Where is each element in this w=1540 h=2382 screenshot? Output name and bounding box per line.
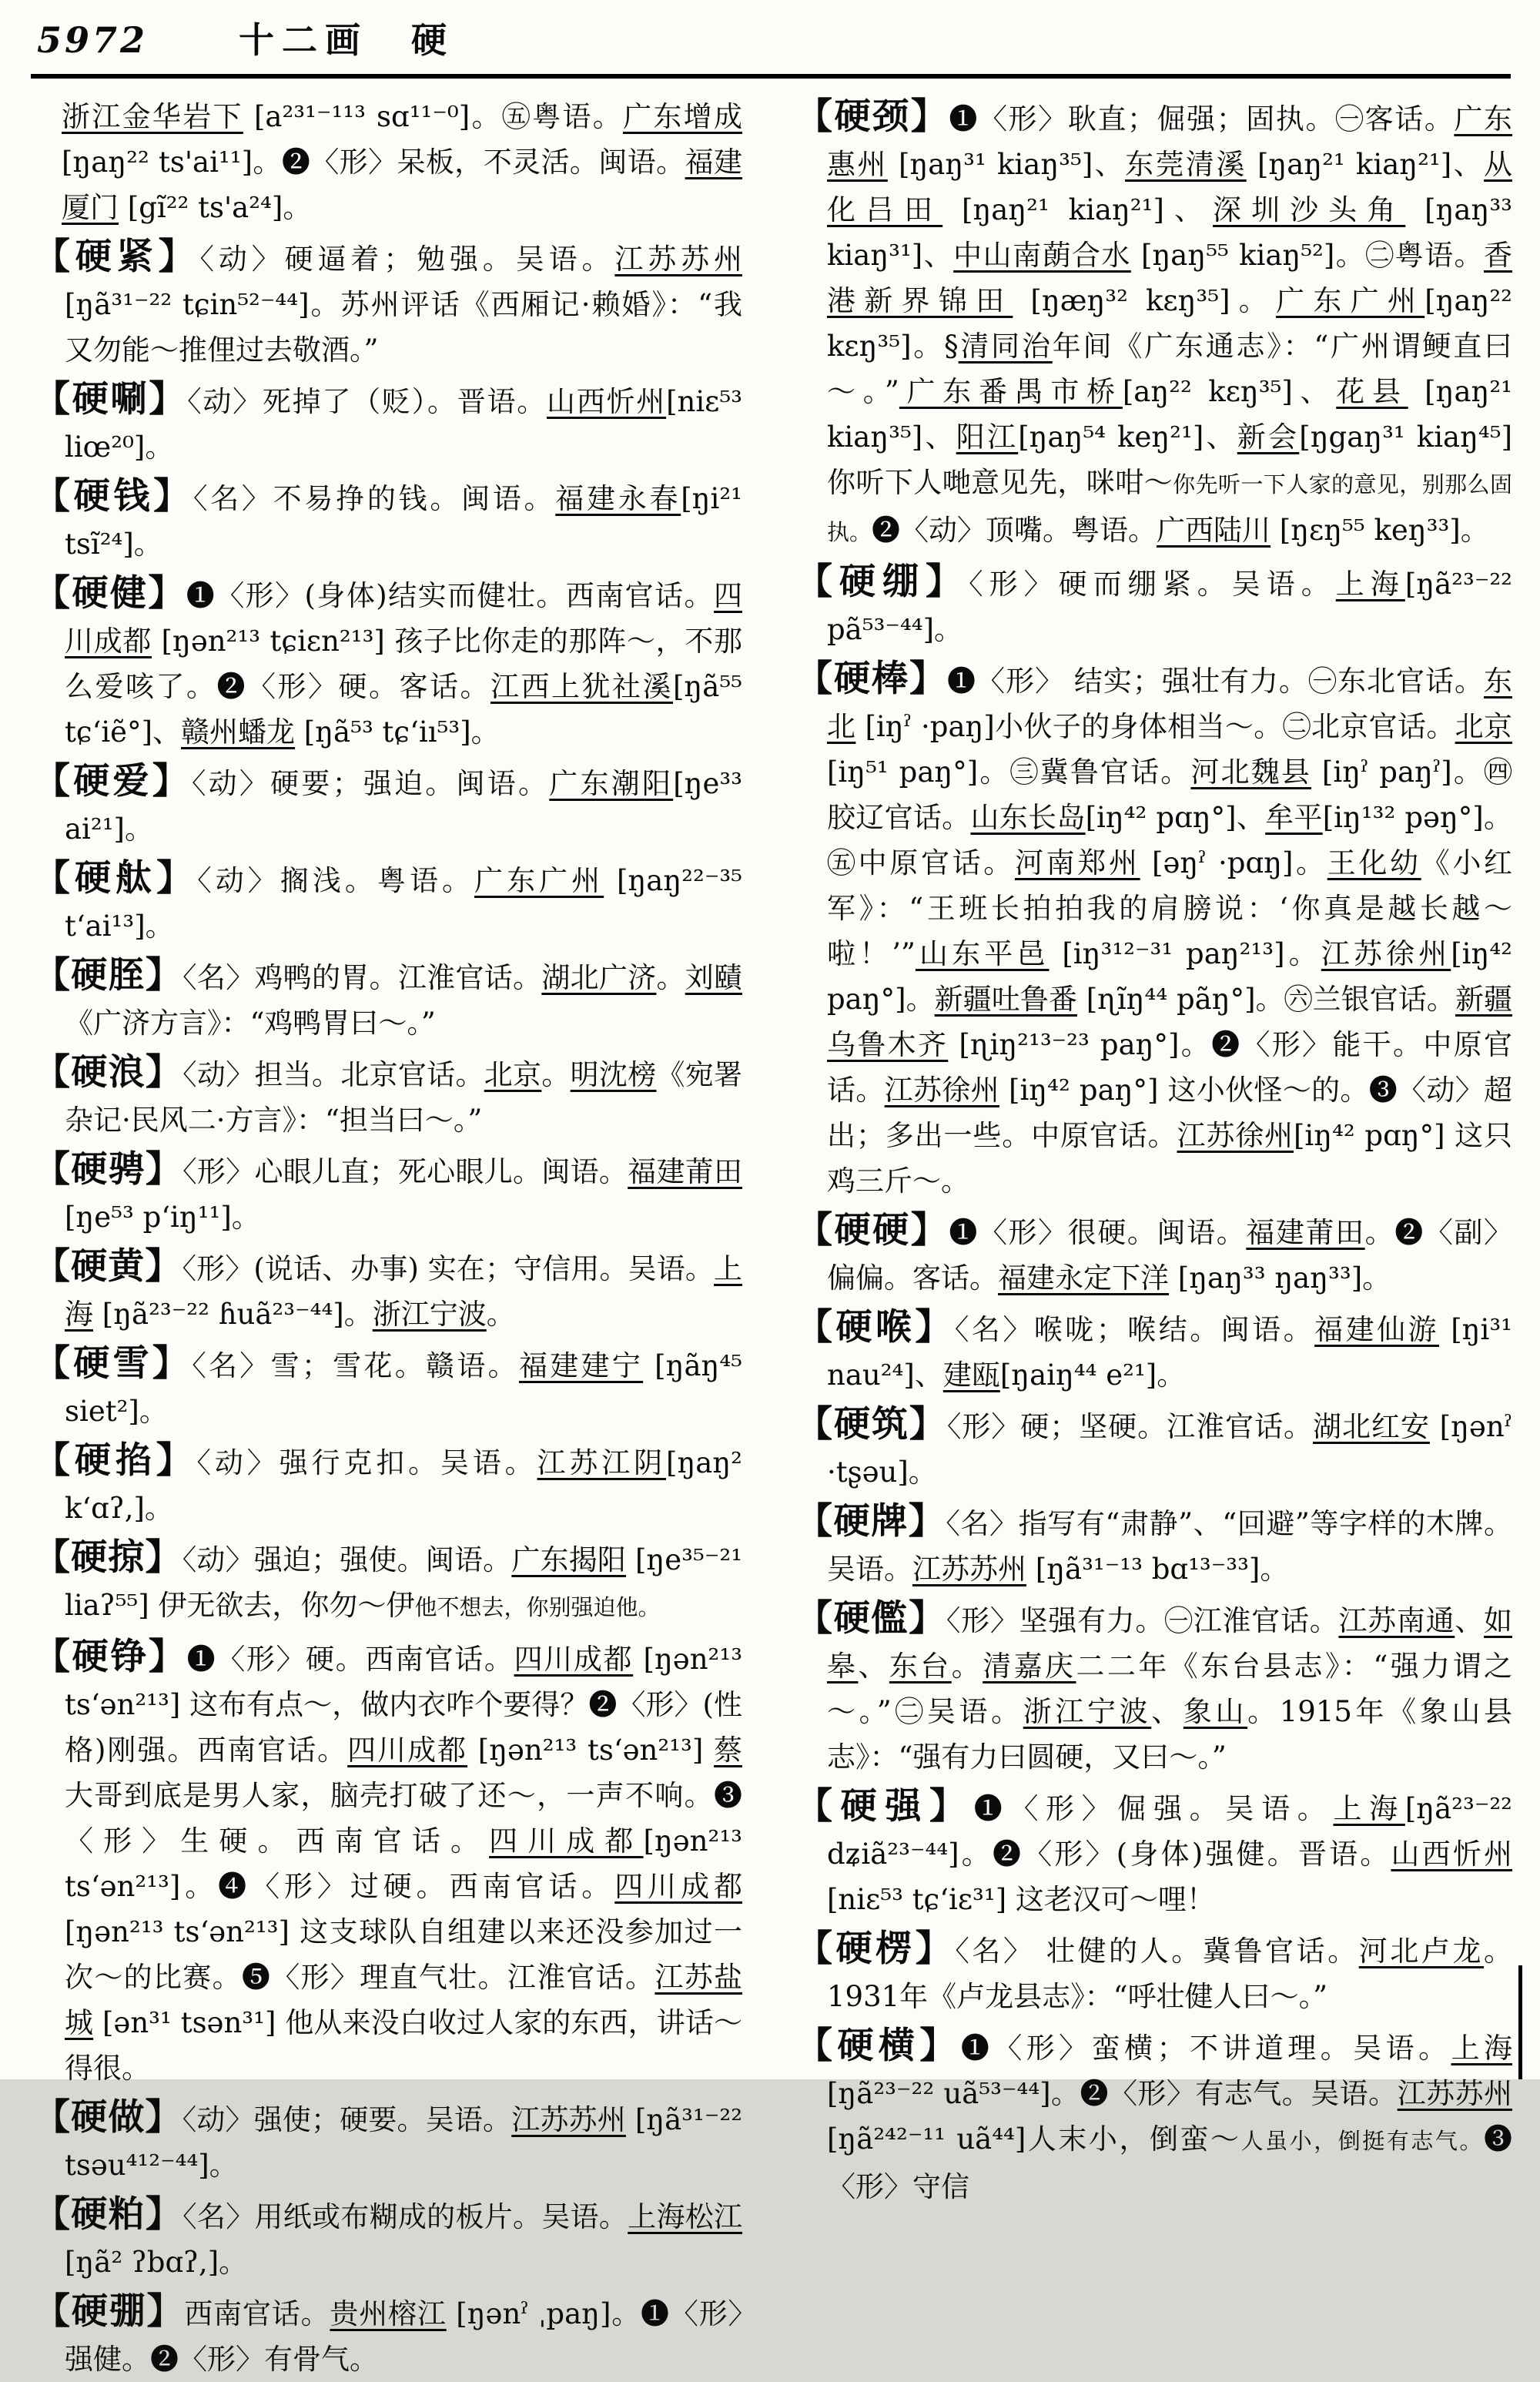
entry-text: 、 [858, 1650, 889, 1683]
place-name: 河南郑州 [1014, 846, 1140, 879]
entry-text: [ŋã³¹⁻²² tsəu⁴¹²⁻⁴⁴]。 [65, 2103, 743, 2182]
place-name: 四川成都 [514, 1643, 634, 1676]
entry-text: [ŋaiŋ⁴⁴ e²¹]。 [999, 1359, 1186, 1392]
entry-headword: 【硬舦】 [34, 857, 198, 900]
entry-text: [ŋən²¹³ ts‘ən²¹³]。❹〈形〉过硬。西南官话。 [65, 1824, 743, 1903]
place-name: 江苏南通 [1338, 1604, 1455, 1637]
place-name: 广西陆川 [1157, 514, 1271, 547]
entry-text: 。 [486, 1298, 515, 1331]
entry-text: [ŋæŋ³² kεŋ³⁵]。 [1013, 284, 1277, 317]
place-name: 广东广州 [1276, 284, 1425, 317]
entry-text: 。 [951, 1650, 983, 1683]
place-name: 东莞清溪 [1125, 148, 1247, 181]
place-name: 江苏苏州 [511, 2103, 626, 2136]
entry-text: [niɛ⁵³ liœ²⁰]。 [65, 385, 743, 464]
dict-entry [34, 1535, 742, 1630]
entry-text: 。 [541, 1058, 571, 1091]
place-name: 东北 [827, 665, 1513, 743]
dict-entry [34, 1341, 742, 1434]
page-number: 5972 [37, 19, 149, 61]
dict-entry [796, 1499, 1512, 1592]
entry-headword: 【硬横】 [796, 2025, 961, 2067]
place-name: 刘賾 [685, 961, 743, 994]
entry-text: ❶〈形〉蛮横；不讲道理。吴语。 [960, 2032, 1451, 2065]
place-name: 江苏苏州 [1397, 2077, 1512, 2110]
entry-text: 。1931年《卢龙县志》：“呼壮健人曰～。” [827, 1935, 1513, 2013]
place-name: 福建仙游 [1314, 1313, 1440, 1346]
place-name: 山东长岛 [970, 801, 1086, 834]
entry-text: 〈名〉指写有“肃静”、“回避”等字样的木牌。吴语。 [827, 1507, 1512, 1586]
column-right [796, 94, 1513, 2203]
entry-text: 。❷〈副〉偏偏。客话。 [827, 1216, 1513, 1295]
entry-text: [ən³¹ tsən³¹] 他从来没白收过人家的东西，讲话～得很。 [65, 2006, 743, 2085]
dict-entry [34, 1634, 742, 2091]
place-name: 福建莆田 [628, 1155, 743, 1188]
place-name: 新疆乌鲁木齐 [827, 983, 1513, 1061]
place-name: 浙江宁波 [1023, 1695, 1152, 1728]
entry-text: [a²³¹⁻¹¹³ sɑ¹¹⁻⁰]。㊄粤语。 [243, 100, 624, 133]
place-name: 浙江宁波 [372, 1298, 487, 1331]
entry-text: 二二年《东台县志》：“强力谓之～。”㊁吴语。 [827, 1650, 1513, 1728]
dict-entry [796, 1402, 1512, 1495]
place-name: 如皋 [827, 1604, 1513, 1683]
place-name: 王化幼 [1327, 846, 1421, 879]
place-name: 上海 [1335, 568, 1405, 601]
place-name: 中山南蓢合水 [953, 239, 1131, 272]
dict-entry [34, 856, 742, 949]
place-name: 广东揭阳 [511, 1543, 627, 1576]
entry-text: [ŋaŋ⁵⁴ keŋ²¹]、 [1018, 420, 1237, 454]
entry-text: [iŋ¹³² pəŋ°]。㊄中原官话。 [827, 801, 1512, 879]
entry-text: [ŋã²³⁻²² ɦuã²³⁻⁴⁴]。 [93, 1298, 373, 1331]
entry-text: [gĩ²² ts'a²⁴]。 [119, 191, 312, 224]
place-name: 福建建宁 [518, 1349, 644, 1382]
place-name: 广东惠州 [827, 102, 1513, 181]
entry-text: [ŋaŋ³³ kiaŋ³¹]、 [827, 193, 1512, 272]
entry-text: ❷〈动〉顶嘴。粤语。 [872, 514, 1157, 547]
place-name: 江西上犹社溪 [490, 670, 673, 703]
entry-text: 〈形〉心眼儿直；死心眼儿。闽语。 [182, 1155, 628, 1188]
place-name: 深圳沙头角 [1213, 193, 1406, 226]
dict-entry [796, 94, 1512, 555]
entry-text: 〈名〉用纸或布糊成的板片。吴语。 [182, 2200, 628, 2233]
entry-text: [ŋaŋ²² kεŋ³⁵]。§ [827, 284, 1513, 363]
entry-text: [ŋã²³⁻²² uã⁵³⁻⁴⁴]。❷〈形〉有志气。吴语。 [827, 2077, 1398, 2110]
entry-text: [aŋ²² kεŋ³⁵]、 [1122, 375, 1337, 408]
entry-headword: 【硬紧】 [34, 236, 200, 278]
entry-text: 〈形〉(说话、办事) 实在；守信用。吴语。 [182, 1252, 714, 1285]
entry-text: 年间《广东通志》：“广州谓鲠直曰～。” [827, 330, 1512, 408]
entry-text: ❶〈形〉(身体)结实而健壮。西南官话。 [186, 579, 714, 612]
place-name: 江苏苏州 [614, 243, 742, 276]
entry-text: ❸〈形〉守信 [827, 2122, 1512, 2203]
header-rule [31, 74, 1511, 79]
entry-text: [iŋ³¹²⁻³¹ paŋ²¹³]。 [1049, 937, 1321, 970]
dict-entry [34, 2192, 742, 2285]
entry-text: 〈动〉强迫；强使。闽语。 [182, 1543, 512, 1576]
dict-entry [34, 1147, 742, 1240]
entry-text: 〈动〉搁浅。粤语。 [197, 864, 475, 897]
entry-headword: 【硬弸】 [34, 2290, 185, 2333]
entry-text: [ŋaŋ²¹ kiaŋ²¹]、 [1246, 148, 1485, 181]
entry-text: [ŋã⁵³ tɕ‘iı⁵³]。 [295, 715, 500, 749]
entry-text: [ɳiŋ²¹³⁻²³ paŋ°]。❷〈形〉能干。中原官话。 [827, 1028, 1512, 1107]
dict-entry [34, 1438, 742, 1531]
place-name: 清同治 [958, 330, 1053, 363]
entry-text: [ŋã²³⁻²² pã⁵³⁻⁴⁴]。 [827, 568, 1513, 646]
place-name: 山西忻州 [547, 385, 667, 418]
entry-text: [ŋã³¹⁻¹³ bɑ¹³⁻³³]。 [1026, 1553, 1289, 1586]
dict-entry [34, 2289, 742, 2382]
place-name: 牟平 [1265, 801, 1323, 834]
place-name: 四川成都 [489, 1824, 644, 1858]
dict-entry [34, 2095, 742, 2188]
place-name: 湖北广济 [541, 961, 657, 994]
page-header [37, 12, 1509, 63]
entry-text: [ɳĩŋ⁴⁴ pãŋ°]。㊅兰银官话。 [1076, 983, 1455, 1016]
entry-text: 〈名〉 壮健的人。冀鲁官话。 [955, 1935, 1359, 1968]
place-name: 四川成都 [614, 1870, 743, 1903]
entry-text: [ŋən²¹³ ts‘ən²¹³] 这布有点～，做内衣咋个要得？❷〈形〉(性格)刚强。西南官话。 [65, 1643, 743, 1767]
entry-text: [iŋ⁴² paŋ°]。 [827, 937, 1512, 1016]
entry-text: [ŋaŋ²² ts'ai¹¹]。❷〈形〉呆板，不灵活。闽语。 [62, 146, 685, 179]
dict-entry [34, 94, 742, 230]
dict-entry [796, 656, 1512, 1204]
entry-text: 〈动〉强行克扣。吴语。 [196, 1446, 537, 1479]
entry-text: [iŋˀ ·paŋ]小伙子的身体相当～。㊁北京官话。 [855, 710, 1455, 743]
dict-entry [796, 1305, 1512, 1398]
entry-headword: 【硬唰】 [34, 378, 188, 420]
place-name: 北京 [1455, 710, 1513, 743]
entry-text: 。 [656, 961, 685, 994]
place-name: 蔡 [714, 1734, 742, 1767]
place-name: 象山 [1183, 1695, 1248, 1728]
column-left [34, 94, 743, 2376]
stroke-section-label: 十二画 [239, 19, 369, 61]
entry-text: 〈动〉强使；硬要。吴语。 [182, 2103, 512, 2136]
entry-text: [iŋ⁵¹ paŋ°]。㊂冀鲁官话。 [827, 755, 1191, 789]
entry-text: 〈形〉硬；坚硬。江淮官话。 [946, 1410, 1314, 1443]
place-name: 广东番禺市桥 [899, 375, 1123, 408]
place-name: 花县 [1336, 375, 1408, 408]
small-gloss: 你先听一下人家的意见，别那么固执。 [827, 471, 1512, 545]
place-name: 河北卢龙 [1358, 1935, 1485, 1968]
radical-character: 硬 [411, 19, 447, 61]
place-name: 江苏苏州 [912, 1553, 1026, 1586]
entry-text: 〈名〉不易挣的钱。闽语。 [192, 482, 556, 515]
entry-text: [ŋã⁵⁵ tɕ‘iẽ°]、 [65, 670, 742, 749]
place-name: 河北魏县 [1190, 755, 1312, 789]
entry-text: [iŋ⁴² paŋ°] 这小伙怪～的。❸〈动〉超出；多出一些。中原官话。 [827, 1074, 1513, 1152]
entry-text: 〈动〉硬逼着；勉强。吴语。 [199, 243, 615, 276]
dict-entry [796, 1208, 1512, 1301]
entry-text: [ŋã²³⁻²² dʑiã²³⁻⁴⁴]。❷〈形〉(身体)强健。晋语。 [827, 1792, 1513, 1871]
entry-text: 〈动〉硬要；强迫。闽语。 [191, 767, 550, 800]
entry-headword: 【硬骋】 [34, 1148, 183, 1191]
place-name: 阳江 [956, 420, 1019, 454]
entry-text: [iŋ⁴² pɑŋ°]、 [1085, 801, 1266, 834]
place-name: 江苏徐州 [1321, 937, 1451, 970]
entry-text: [ŋənˀ ˌpaŋ]。❶〈形〉强健。❷〈形〉有骨气。 [65, 2297, 743, 2376]
dict-entry [34, 377, 742, 470]
entry-headword: 【硬棒】 [796, 658, 948, 700]
place-name: 福建永定下洋 [998, 1261, 1169, 1295]
entry-text: 《小红军》：“王班长拍拍我的肩膀说：‘你真是越长越～啦！’” [827, 846, 1513, 970]
entry-text: 〈动〉担当。北京官话。 [182, 1058, 484, 1091]
entry-text: 。1915年《象山县志》：“强有力曰圆硬，又曰～。” [827, 1695, 1513, 1774]
entry-text: 〈形〉硬而绷紧。吴语。 [969, 568, 1336, 601]
entry-headword: 【硬喉】 [796, 1306, 955, 1348]
entry-headword: 【硬雪】 [34, 1342, 192, 1385]
place-name: 四川成都 [65, 579, 742, 658]
place-name: 从化吕田 [827, 148, 1513, 226]
entry-headword: 【硬强】 [796, 1785, 974, 1828]
dict-entry [34, 759, 742, 852]
place-name: 新会 [1237, 420, 1300, 454]
dict-entry [796, 1784, 1512, 1922]
entry-text: [ŋənˀ ·tʂəu]。 [827, 1410, 1513, 1489]
entry-text: 大哥到底是男人家，脑壳打破了还～，一声不响。❸〈形〉生硬。西南官话。 [65, 1779, 742, 1858]
place-name: 山东平邑 [915, 937, 1050, 970]
dict-entry [796, 1926, 1512, 2019]
entry-text: [iŋ⁴² pɑŋ°] 这只鸡三斤～。 [827, 1119, 1513, 1198]
dict-entry [34, 953, 742, 1046]
dict-entry [34, 1050, 742, 1143]
entry-headword: 【硬爱】 [34, 760, 192, 802]
dict-entry [796, 559, 1512, 652]
place-name: 建瓯 [942, 1359, 1000, 1392]
entry-text: [ŋən²¹³ ts‘ən²¹³] [467, 1734, 714, 1767]
entry-headword: 【硬钱】 [34, 475, 193, 518]
place-name: 香港新界锦田 [827, 239, 1512, 317]
entry-text: [ŋe³³ ai²¹]。 [65, 767, 743, 846]
place-name: 清嘉庆 [983, 1650, 1076, 1683]
entry-headword: 【硬做】 [34, 2096, 182, 2139]
entry-text: [ŋaŋ² k‘ɑʔ,]。 [65, 1446, 743, 1525]
entry-headword: 【硬绷】 [796, 561, 969, 603]
dict-entry [34, 474, 742, 567]
dict-entry [34, 234, 742, 373]
dict-entry [796, 2023, 1512, 2209]
entry-text: [ŋaŋ⁵⁵ kiaŋ⁵²]。㊁粤语。 [1130, 239, 1484, 272]
entry-text: [ŋən²¹³ ts‘ən²¹³] 这支球队自组建以来还没参加过一次～的比赛。❺〈形〉理直气壮。江淮官话。 [65, 1915, 742, 1994]
entry-text: [ŋe³⁵⁻²¹ liaʔ⁵⁵] 伊无欲去，你勿～伊 [65, 1543, 743, 1622]
entry-headword: 【硬胵】 [34, 954, 183, 997]
place-name: 北京 [484, 1058, 542, 1091]
entry-headword: 【硬粕】 [34, 2193, 183, 2236]
entry-headword: 【硬铮】 [34, 1636, 187, 1678]
entry-text: 〈动〉死掉了（贬）。晋语。 [187, 385, 547, 418]
place-name: 广东广州 [474, 864, 604, 897]
entry-headword: 【硬硬】 [796, 1209, 949, 1251]
entry-text: ❶〈形〉很硬。闽语。 [949, 1216, 1247, 1249]
entry-headword: 【硬掠】 [34, 1536, 182, 1579]
place-name: 上海松江 [628, 2200, 743, 2233]
dict-entry [796, 1596, 1512, 1780]
place-name: 赣州蟠龙 [181, 715, 296, 749]
entry-text: [ŋaŋ³³ ŋaŋ³³]。 [1169, 1261, 1391, 1295]
place-name: 广东增成 [623, 100, 742, 133]
entry-text: [ŋεŋ⁵⁵ keŋ³³]。 [1270, 514, 1489, 547]
entry-headword: 【硬颈】 [796, 95, 949, 138]
entry-text: [ŋgaŋ³¹ kiaŋ⁴⁵]你听下人哋意见先，咪咁～ [827, 420, 1513, 499]
entry-text: 、 [1455, 1604, 1485, 1637]
entry-headword: 【硬健】 [34, 572, 186, 615]
entry-text: [ŋã²⁴²⁻¹¹ uã⁴⁴]人末小，倒蛮～ [827, 2122, 1241, 2156]
entry-text: ❶〈形〉 结实；强壮有力。㊀东北官话。 [947, 665, 1485, 698]
entry-text: 西南官话。 [184, 2297, 330, 2330]
place-name: 明沈榜 [570, 1058, 657, 1091]
place-name: 东台 [889, 1650, 952, 1683]
entry-text: [ŋãŋ⁴⁵ siet²]。 [65, 1349, 743, 1428]
entry-headword: 【硬牌】 [796, 1500, 946, 1543]
entry-text: ❶〈形〉倔强。吴语。 [973, 1792, 1334, 1825]
entry-text: 《宛署杂记·民风二·方言》：“担当曰～。” [65, 1058, 743, 1137]
entry-text: [niɛ⁵³ tɕ‘iɛ³¹] 这老汉可～哩！ [827, 1883, 1215, 1916]
place-name: 福建厦门 [62, 146, 743, 224]
place-name: 上海 [1451, 2032, 1513, 2065]
entry-text: ❶〈形〉耿直；倔强；固执。㊀客话。 [949, 102, 1455, 136]
entry-text: [ŋaŋ²¹ kiaŋ²¹]、 [942, 193, 1214, 226]
dict-entry [34, 1244, 742, 1337]
place-name: 湖北红安 [1313, 1410, 1430, 1443]
entry-text: [iŋˀ paŋˀ]。㊃胶辽官话。 [827, 755, 1512, 834]
entry-text: 〈名〉雪；雪花。赣语。 [192, 1349, 519, 1382]
entry-text: [ŋaŋ²¹ kiaŋ³⁵]、 [827, 375, 1512, 454]
entry-headword: 【硬浪】 [34, 1051, 183, 1094]
entry-text: ❶〈形〉硬。西南官话。 [186, 1643, 514, 1676]
entry-text: [ŋən²¹³ tɕiɛn²¹³] 孩子比你走的那阵～，不那么爱咳了。❷〈形〉硬。客话。 [65, 625, 742, 703]
place-name: 上海 [65, 1252, 742, 1331]
place-name: 江苏徐州 [884, 1074, 999, 1107]
entry-text: [əŋˀ ·pɑŋ]。 [1140, 846, 1327, 879]
small-gloss: 人虽小，倒挺有志气。 [1240, 2128, 1484, 2154]
entry-headword: 【硬楞】 [796, 1928, 956, 1970]
place-name: 江苏江阴 [537, 1446, 667, 1479]
place-name: 新疆吐鲁番 [934, 983, 1077, 1016]
entry-text: 《广济方言》：“鸡鸭胃曰～。” [65, 1007, 436, 1040]
entry-text: [ŋe⁵³ p‘iŋ¹¹]。 [65, 1201, 260, 1234]
entry-text: [ŋã³¹⁻²² tɕin⁵²⁻⁴⁴]。苏州评话《西厢记·赖婚》：“我又勿能～推俚过去敬酒。” [65, 288, 742, 367]
entry-text: 〈名〉鸡鸭的胃。江淮官话。 [182, 961, 542, 994]
page-edge-rule [1518, 1965, 1522, 2079]
entry-text: [ŋi²¹ tsĩ²⁴]。 [65, 482, 743, 561]
place-name: 福建莆田 [1246, 1216, 1365, 1249]
entry-headword: 【硬黄】 [34, 1245, 182, 1288]
entry-text: [ŋã² ʔbɑʔ,]。 [65, 2246, 248, 2279]
entry-text: [ŋaŋ³¹ kiaŋ³⁵]、 [887, 148, 1126, 181]
place-name: 贵州榕江 [330, 2297, 447, 2330]
place-name: 浙江金华岩下 [62, 100, 243, 133]
entry-headword: 【硬儖】 [796, 1597, 946, 1640]
place-name: 江苏徐州 [1177, 1119, 1294, 1152]
entry-text: 、 [1151, 1695, 1183, 1728]
entry-headword: 【硬筑】 [796, 1403, 947, 1446]
place-name: 四川成都 [347, 1734, 468, 1767]
place-name: 江苏盐城 [65, 1961, 743, 2039]
entry-text: 〈形〉坚强有力。㊀江淮官话。 [946, 1604, 1339, 1637]
entry-text: [ŋaŋ²²⁻³⁵ t‘ai¹³]。 [65, 864, 743, 943]
dict-entry [34, 571, 742, 755]
place-name: 上海 [1333, 1792, 1405, 1825]
entry-text: [ŋi³¹ nau²⁴]、 [827, 1313, 1513, 1392]
place-name: 广东潮阳 [549, 767, 674, 800]
place-name: 福建永春 [555, 482, 681, 515]
place-name: 山西忻州 [1391, 1838, 1513, 1871]
small-gloss: 他不想去，你别强迫他。 [414, 1594, 661, 1620]
entry-headword: 【硬掐】 [34, 1439, 197, 1482]
entry-text: 〈名〉喉咙；喉结。闽语。 [954, 1313, 1315, 1346]
